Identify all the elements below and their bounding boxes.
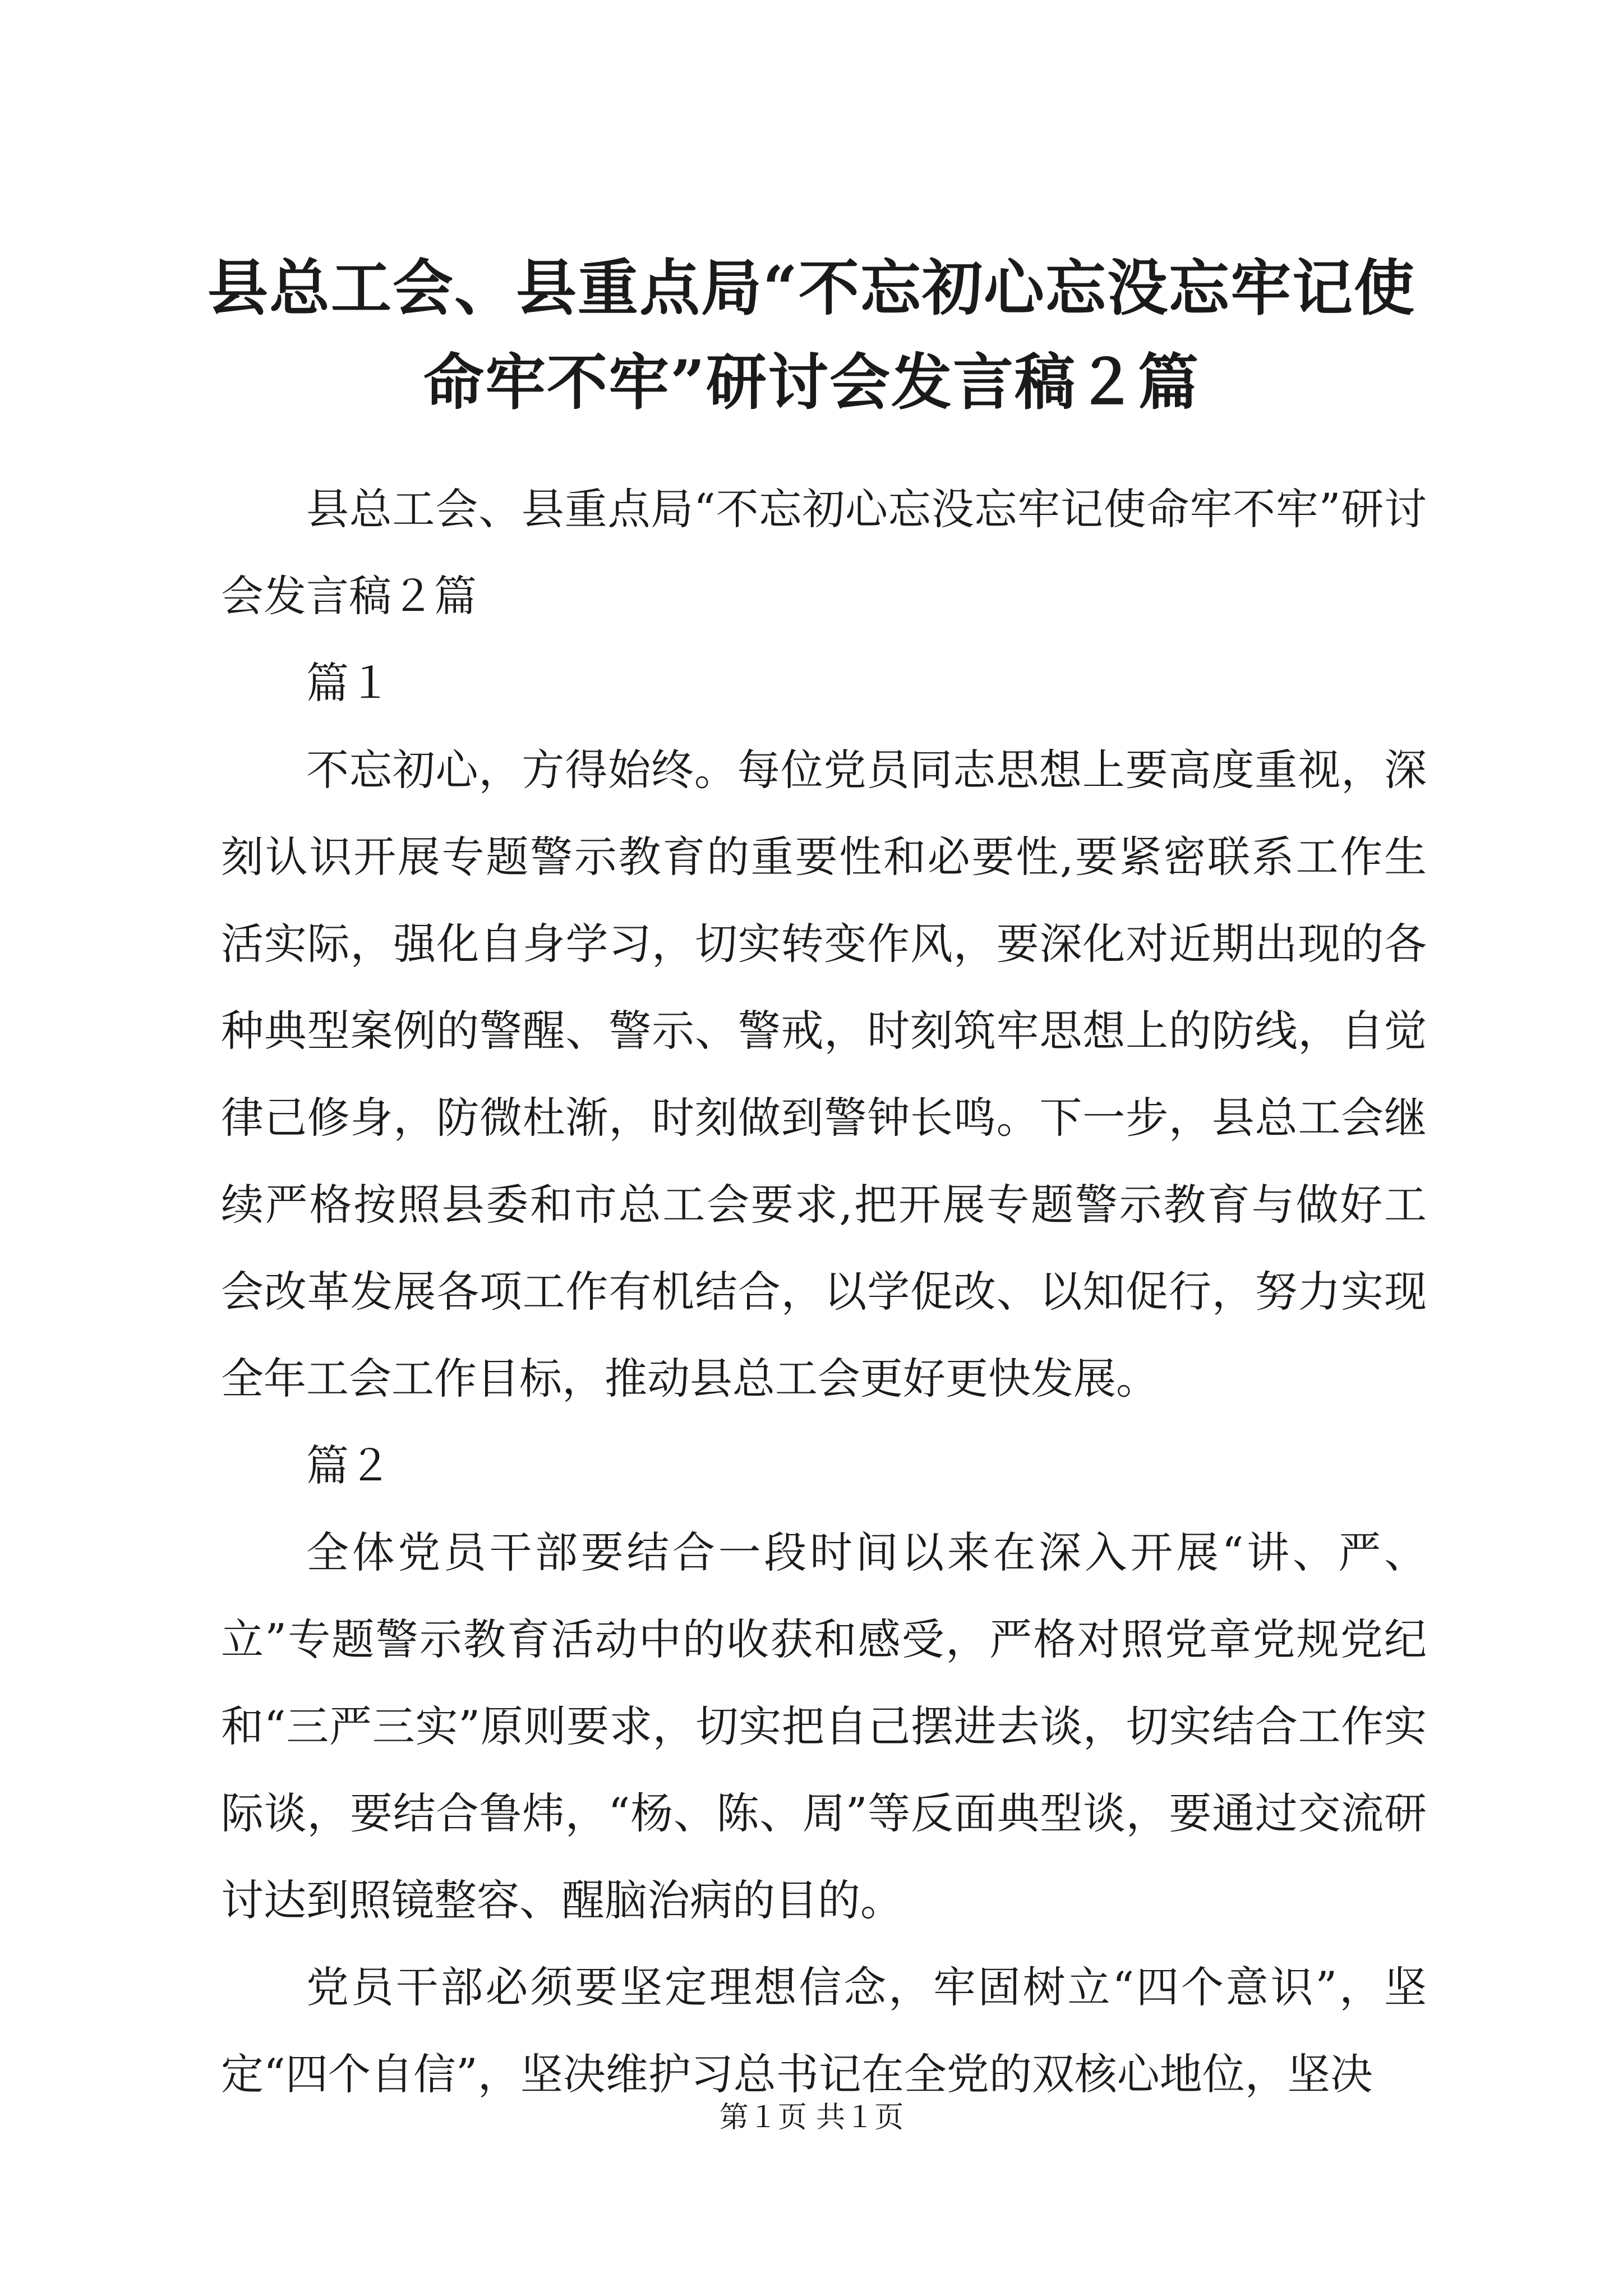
paragraph-section-2a: 全体党员干部要结合一段时间以来在深入开展“讲、严、立”专题警示教育活动中的收获和感受，严格对照党章党规党纪和“三严三实”原则要求，切实把自己摆进去谈，切实结合工作实际谈，要结合鲁炜，“杨、陈、周”等反面典型谈，要通过交流研讨达到照镜整容、醒脑治病的目的。	[221, 1527, 1427, 1925]
paragraph-section-2b: 党员干部必须要坚定理想信念，牢固树立“四个意识”，坚定“四个自信”，坚决维护习总书记在全党的双核心地位，坚决	[221, 1962, 1427, 2099]
document-title	[185, 241, 1438, 430]
section-heading-1: 篇１	[306, 658, 391, 708]
title-line-1: 县总工会、县重点局“不忘初心忘没忘牢记使	[207, 253, 1416, 324]
paragraph-section-1: 不忘初心，方得始终。每位党员同志思想上要高度重视，深刻认识开展专题警示教育的重要性和必要性,要紧密联系工作生活实际，强化自身学习，切实转变作风，要深化对近期出现的各种典型案例的警醒、警示、警戒，时刻筑牢思想上的防线，自觉律己修身，防微杜渐，时刻做到警钟长鸣。下一步，县总工会继续严格按照县委和市总工会要求,把开展专题警示教育与做好工会改革发展各项工作有机结合，以学促改、以知促行，努力实现全年工会工作目标，推动县总工会更好更快发展。	[221, 745, 1427, 1404]
title-line-2: 命牢不牢”研讨会发言稿２篇	[423, 347, 1200, 418]
document-body	[221, 466, 1427, 2118]
subtitle-paragraph: 县总工会、县重点局“不忘初心忘没忘牢记使命牢不牢”研讨会发言稿２篇	[221, 484, 1427, 621]
page-footer: 第１页 共１页	[719, 2101, 904, 2134]
section-heading-2: 篇２	[306, 1441, 391, 1490]
